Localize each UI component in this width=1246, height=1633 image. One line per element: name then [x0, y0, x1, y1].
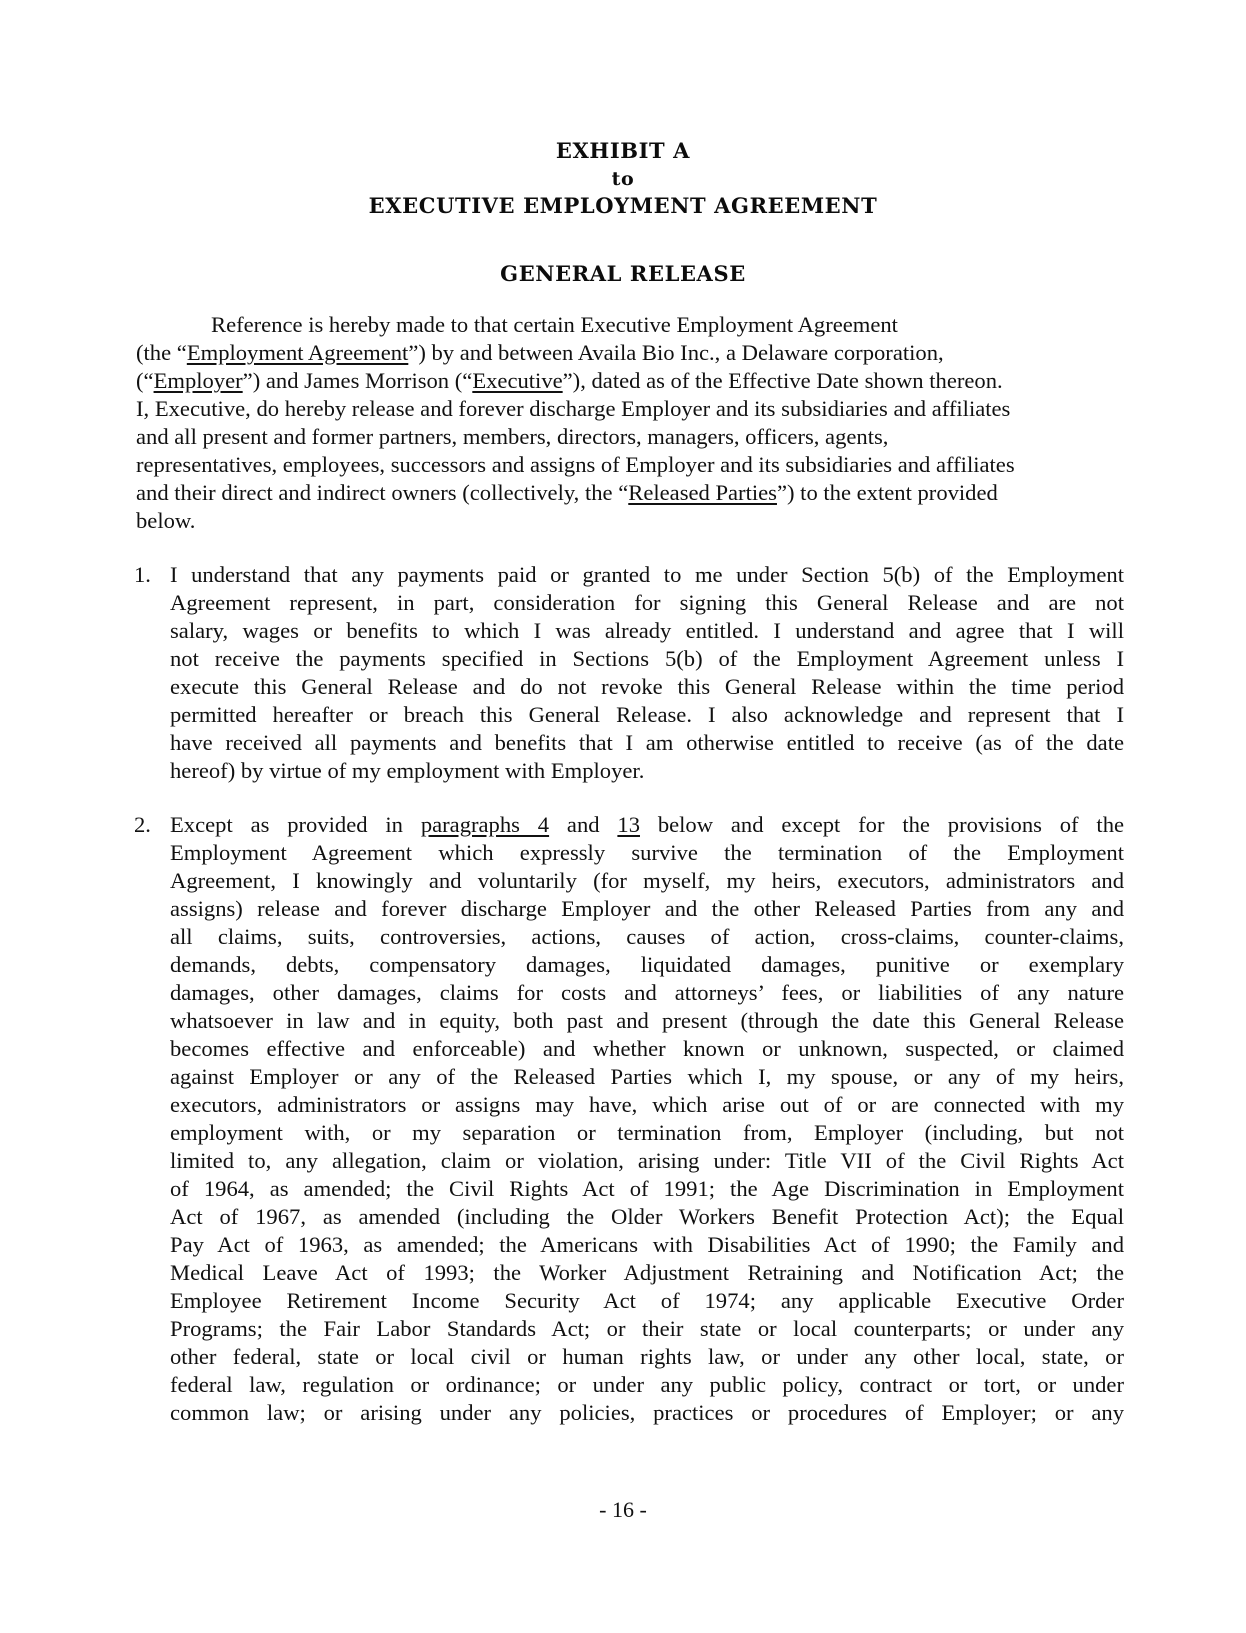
paragraph-line: Pay Act of 1963, as amended; the Americans with Disabilities Act of 1990; the Family and [170, 1232, 1124, 1257]
paragraph-line: of 1964, as amended; the Civil Rights Act of 1991; the Age Discrimination in Employment [170, 1176, 1124, 1201]
paragraph-line: Agreement represent, in part, consideration for signing this General Release and are not [170, 590, 1124, 615]
paragraph-line: against Employer or any of the Released Parties which I, my spouse, or any of my heirs, [170, 1064, 1124, 1089]
paragraph-line: not receive the payments specified in Sections 5(b) of the Employment Agreement unless I [170, 646, 1124, 671]
paragraph-text: Except as provided in [170, 812, 421, 837]
intro-text: Reference is hereby made to that certain Executive Employment Agreement [211, 312, 898, 337]
paragraph-line: limited to, any allegation, claim or violation, arising under: Title VII of the Civil Rights Act [170, 1148, 1124, 1173]
paragraph-line: damages, other damages, claims for costs and attorneys’ fees, or liabilities of any nature [170, 980, 1124, 1005]
paragraph-line: all claims, suits, controversies, actions, causes of action, cross-claims, counter-claims, [170, 924, 1124, 949]
intro-line [136, 395, 1010, 423]
paragraph-line: Act of 1967, as amended (including the Older Workers Benefit Protection Act); the Equal [170, 1204, 1124, 1229]
paragraph-line: execute this General Release and do not revoke this General Release within the time period [170, 674, 1124, 699]
intro-line [211, 311, 898, 339]
intro-line [136, 479, 998, 507]
intro-text: I, Executive, do hereby release and forever discharge Employer and its subsidiaries and affiliates [136, 396, 1011, 421]
paragraph-line: Agreement, I knowingly and voluntarily (for myself, my heirs, executors, administrators and [170, 868, 1124, 893]
cross-reference-paragraph-13: 13 [617, 812, 640, 837]
paragraph-number: 2. [134, 812, 151, 837]
intro-text: and their direct and indirect owners (collectively, the “ [136, 480, 629, 505]
paragraph-line: common law; or arising under any policies, practices or procedures of Employer; or any [170, 1400, 1124, 1425]
paragraph-line: federal law, regulation or ordinance; or under any public policy, contract or tort, or under [170, 1372, 1124, 1397]
paragraph-text: and [549, 812, 618, 837]
paragraph-line: salary, wages or benefits to which I was already entitled. I understand and agree that I will [170, 618, 1124, 643]
paragraph-line: I understand that any payments paid or granted to me under Section 5(b) of the Employment [170, 562, 1124, 587]
paragraph-line: Programs; the Fair Labor Standards Act; or their state or local counterparts; or under any [170, 1316, 1124, 1341]
intro-text: below. [136, 508, 196, 533]
paragraph-line: Employee Retirement Income Security Act of 1974; any applicable Executive Order [170, 1288, 1124, 1313]
intro-line [136, 339, 944, 367]
agreement-title: EXECUTIVE EMPLOYMENT AGREEMENT [368, 193, 878, 218]
paragraph-line: Medical Leave Act of 1993; the Worker Adjustment Retraining and Notification Act; the [170, 1260, 1124, 1285]
paragraph-line [170, 811, 1124, 839]
intro-text: ”) and James Morrison (“ [242, 368, 473, 393]
intro-text: ”) by and between Availa Bio Inc., a Delaware corporation, [408, 340, 944, 365]
paragraph-number: 1. [134, 562, 151, 587]
paragraph-line: executors, administrators or assigns may have, which arise out of or are connected with my [170, 1092, 1124, 1117]
exhibit-connector: to [611, 168, 635, 190]
exhibit-title: EXHIBIT A [555, 138, 691, 163]
page-number: - 16 - [599, 1497, 647, 1522]
defined-term-released-parties: Released Parties [628, 480, 777, 505]
paragraph-text: below and except for the provisions of the [639, 812, 1125, 837]
defined-term-employer: Employer [153, 368, 243, 393]
intro-text: (“ [136, 368, 154, 393]
paragraph-line: other federal, state or local civil or human rights law, or under any other local, state, or [170, 1344, 1124, 1369]
paragraph-line: employment with, or my separation or termination from, Employer (including, but not [170, 1120, 1124, 1145]
defined-term-employment-agreement: Employment Agreement [186, 340, 409, 365]
intro-line [136, 367, 1003, 395]
paragraph-line: demands, debts, compensatory damages, liquidated damages, punitive or exemplary [170, 952, 1124, 977]
paragraph-line: becomes effective and enforceable) and whether known or unknown, suspected, or claimed [170, 1036, 1124, 1061]
paragraph-line: Employment Agreement which expressly survive the termination of the Employment [170, 840, 1124, 865]
intro-text: ”) to the extent provided [776, 480, 998, 505]
paragraph-line: whatsoever in law and in equity, both past and present (through the date this General Release [170, 1008, 1124, 1033]
intro-text: representatives, employees, successors and assigns of Employer and its subsidiaries and affiliates [136, 452, 1015, 477]
paragraph-line: assigns) release and forever discharge Employer and the other Released Parties from any and [170, 896, 1124, 921]
section-title: GENERAL RELEASE [500, 261, 746, 286]
intro-line [136, 423, 888, 451]
intro-line [136, 507, 195, 535]
intro-text: (the “ [136, 340, 187, 365]
paragraph-line: permitted hereafter or breach this General Release. I also acknowledge and represent that I [170, 702, 1124, 727]
intro-text: ”), dated as of the Effective Date shown thereon. [562, 368, 1003, 393]
defined-term-executive: Executive [472, 368, 563, 393]
paragraph-line: have received all payments and benefits that I am otherwise entitled to receive (as of the date [170, 730, 1124, 755]
intro-text: and all present and former partners, members, directors, managers, officers, agents, [136, 424, 889, 449]
cross-reference-paragraph-4: paragraphs 4 [420, 812, 550, 837]
paragraph-line: hereof) by virtue of my employment with Employer. [170, 758, 645, 783]
intro-line [136, 451, 1015, 479]
